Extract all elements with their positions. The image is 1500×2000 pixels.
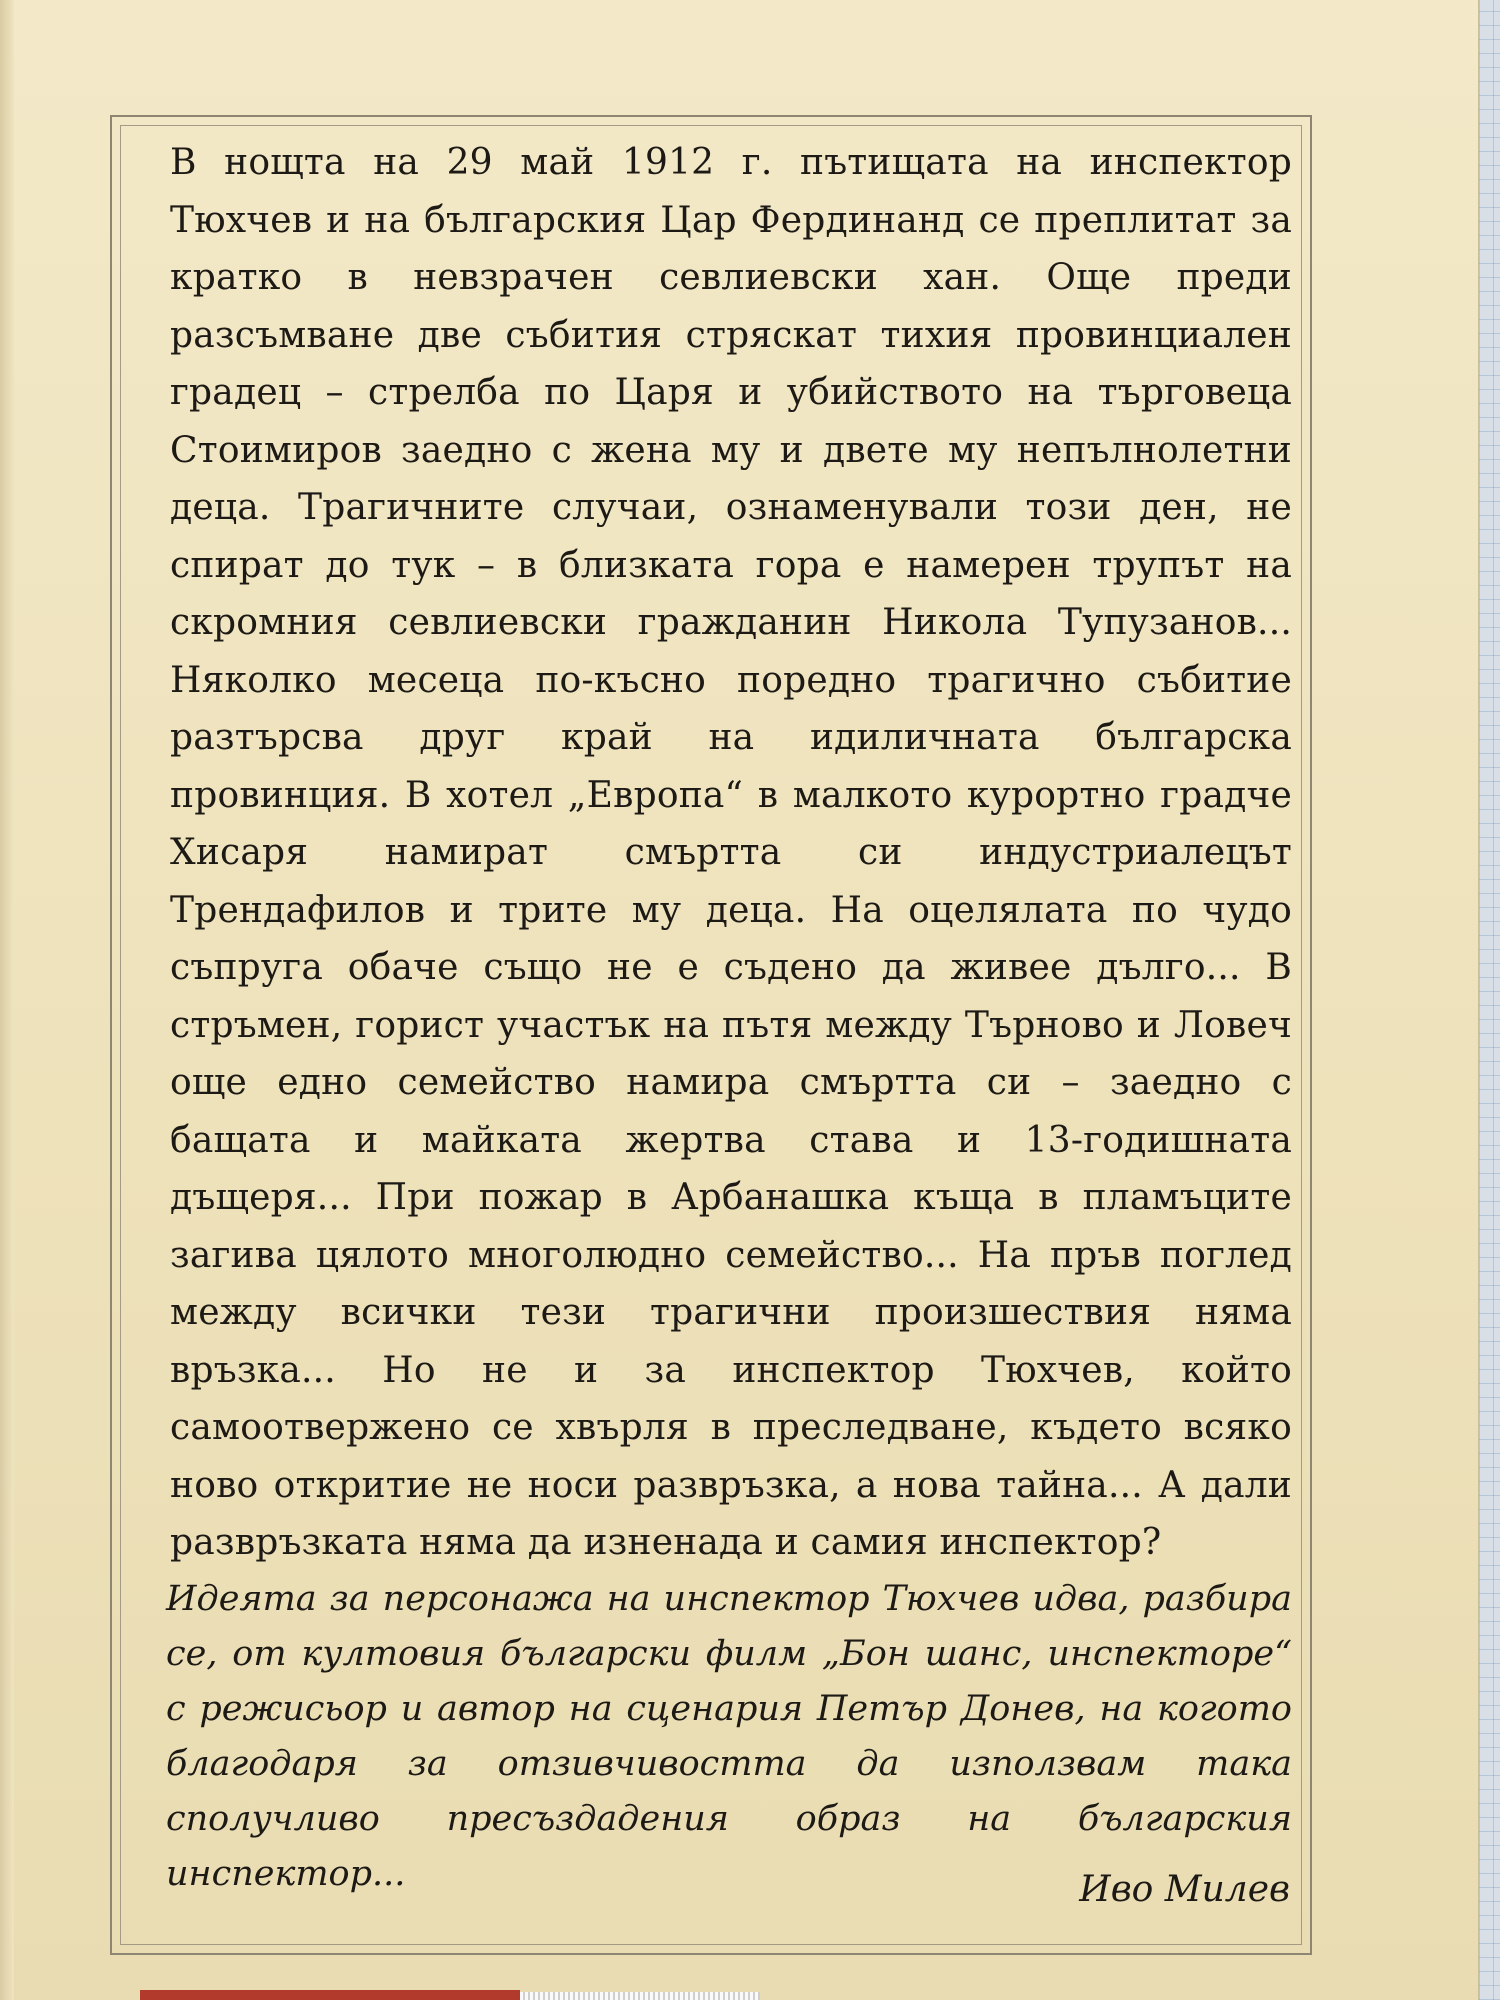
- author-signature: Иво Милев: [1079, 1869, 1290, 1910]
- bottom-red-band: [140, 1990, 520, 2000]
- blurb-paragraph: В нощта на 29 май 1912 г. пътищата на инспектор Тюхчев и на българския Цар Фердинанд се преплитат за кратко в невзрачен севлиевски хан. Още преди разсъмване две събития стряскат тихия провинциален градец – стрелба по Царя и убийството на търговеца Стоимиров заедно с жена му и двете му непълнолетни деца. Трагичните случаи, ознаменували този ден, не спират до тук – в близката гора е намерен трупът на скромния севлиевски гражданин Никола Тупузанов... Няколко месеца по-късно поредно трагично събитие разтърсва друг край на идиличната българска провинция. В хотел „Европа“ в малкото курортно градче Хисаря намират смъртта си индустриалецът Трендафилов и трите му деца. На оцелялата по чудо съпруга обаче също не е съдено да живее дълго... В стръмен, горист участък на пътя между Търново и Ловеч още едно семейство намира смъртта си – заедно с бащата и майката жертва става и 13-годишната дъщеря... При пожар в Арбанашка къща в пламъците загива цялото многолюдно семейство... На пръв поглед между всички тези трагични произшествия няма връзка... Но не и за инспектор Тюхчев, който самоотвержено се хвърля в преследване, където всяко ново откритие не носи развръзка, а нова тайна... А дали развръзката няма да изненада и самия инспектор?: [170, 142, 1292, 1563]
- cover-left-edge: [0, 0, 14, 2000]
- barcode-edge: [520, 1992, 760, 2000]
- background-grid-paper: [1478, 0, 1500, 2000]
- author-note-paragraph: Идеята за персонажа на инспектор Тюхчев идва, разбира се, от култовия български филм „Бон шанс, инспекторе“ с режисьор и автор на сценария Петър Донев, на когото благодаря за отзивчивостта да използвам така сполучливо пресъздадения образ на българския инспектор...: [166, 1579, 1292, 1894]
